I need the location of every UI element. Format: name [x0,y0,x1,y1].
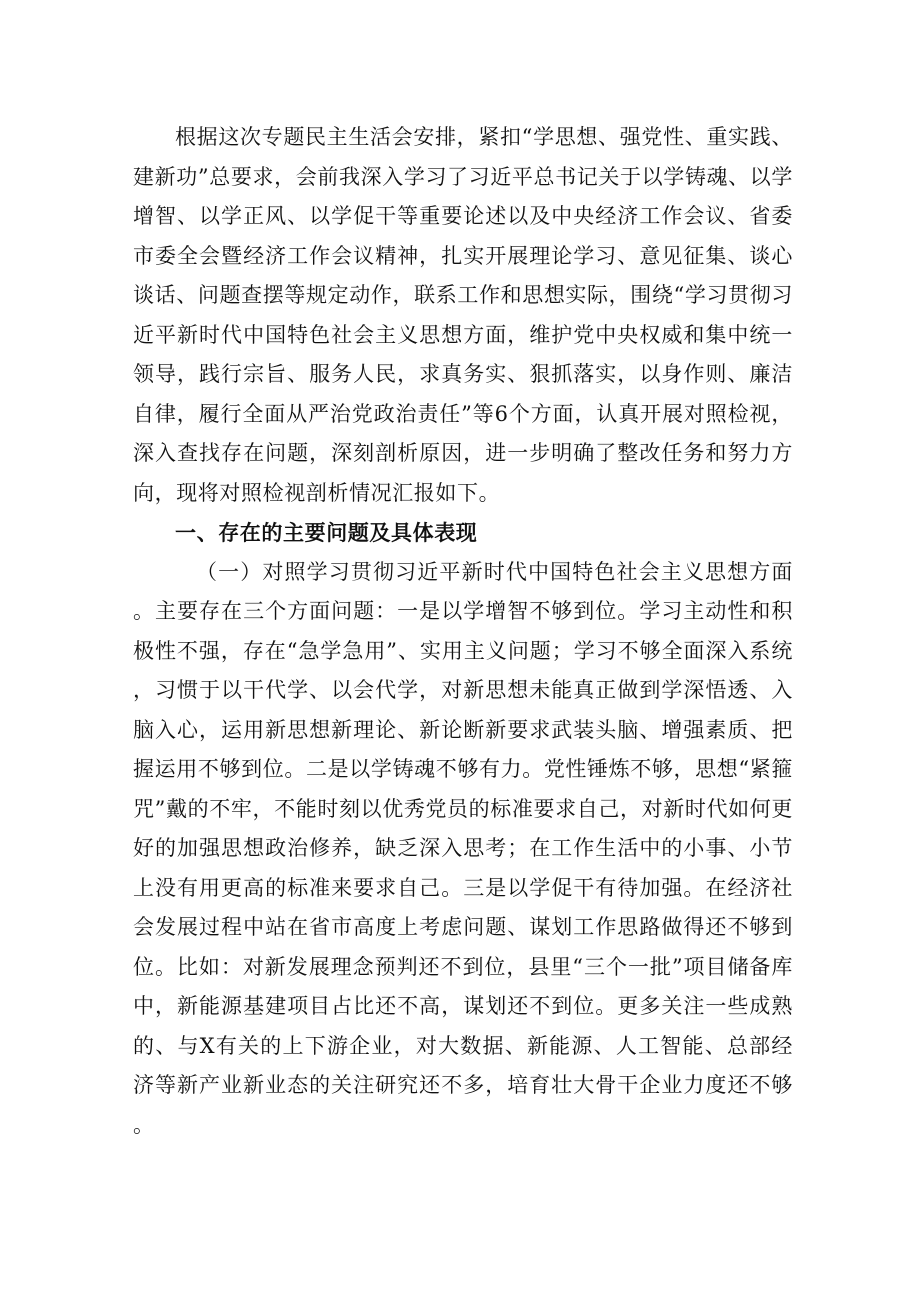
document-body [133,118,793,1145]
section-heading: 一、存在的主要问题及具体表现 [175,520,478,545]
intro-paragraph: 根据这次专题民主生活会安排，紧扣“学思想、强党性、重实践、建新功”总要求，会前我深入学习了习近平总书记关于以学铸魂、以学增智、以学正风、以学促干等重要论述以及中央经济工作会议、省委市委全会暨经济工作会议精神，扎实开展理论学习、意见征集、谈心谈话、问题查摆等规定动作，联系工作和思想实际，围绕“学习贯彻习近平新时代中国特色社会主义思想方面，维护党中央权威和集中统一领导，践行宗旨、服务人民，求真务实、狠抓落实，以身作则、廉洁自律，履行全面从严治党政治责任”等6个方面，认真开展对照检视，深入查找存在问题，深刻剖析原因，进一步明确了整改任务和努力方向，现将对照检视剖析情况汇报如下。 [133,125,793,505]
subsection-paragraph: （一）对照学习贯彻习近平新时代中国特色社会主义思想方面。主要存在三个方面问题：一是以学增智不够到位。学习主动性和积极性不强，存在“急学急用”、实用主义问题；学习不够全面深入系统，习惯于以干代学、以会代学，对新思想未能真正做到学深悟透、入脑入心，运用新思想新理论、新论断新要求武装头脑、增强素质、把握运用不够到位。二是以学铸魂不够有力。党性锤炼不够，思想“紧箍咒”戴的不牢，不能时刻以优秀党员的标准要求自己，对新时代如何更好的加强思想政治修养，缺乏深入思考；在工作生活中的小事、小节上没有用更高的标准来要求自己。三是以学促干有待加强。在经济社会发展过程中站在省市高度上考虑问题、谋划工作思路做得还不够到位。比如：对新发展理念预判还不到位，县里“三个一批”项目储备库中，新能源基建项目占比还不高，谋划还不到位。更多关注一些成熟的、与X有关的上下游企业，对大数据、新能源、人工智能、总部经济等新产业新业态的关注研究还不多，培育壮大骨干企业力度还不够。 [133,559,793,1137]
